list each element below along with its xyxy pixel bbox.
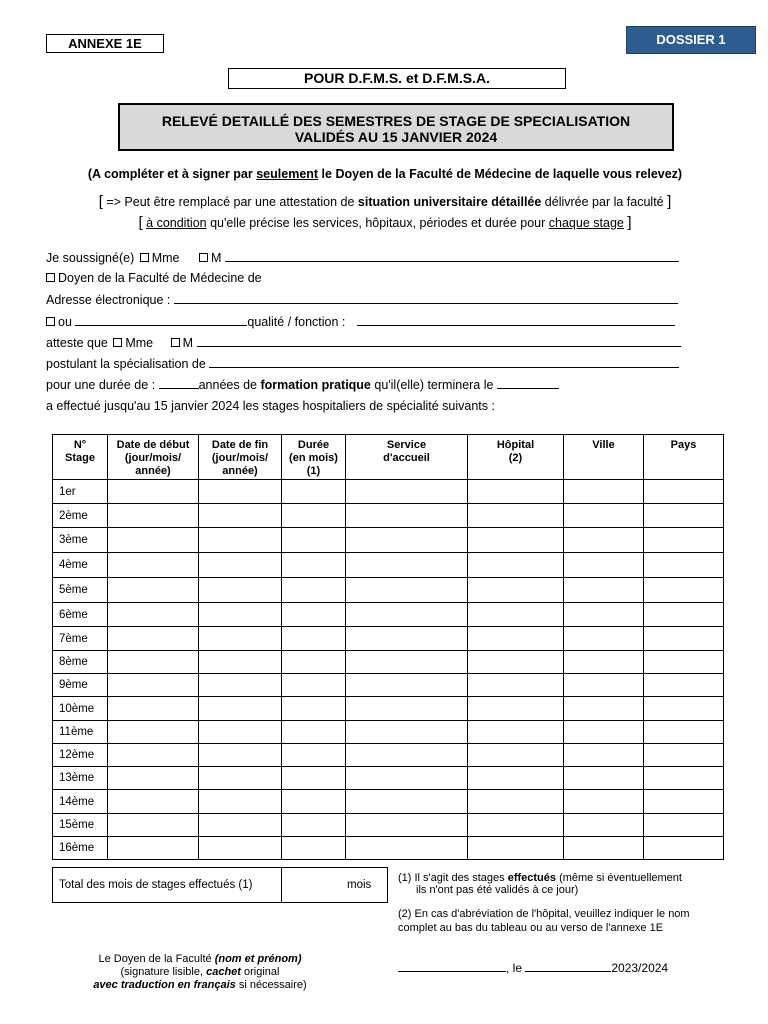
stage-cell[interactable] — [564, 814, 644, 837]
stage-cell[interactable] — [108, 651, 199, 674]
stage-cell[interactable] — [282, 814, 346, 837]
stage-cell[interactable] — [108, 767, 199, 790]
note1-post: le Doyen de la Faculté de Médecine de laquelle vous relevez) — [318, 167, 683, 181]
annexe-label: ANNEXE 1E — [46, 34, 164, 53]
stage-cell[interactable] — [468, 814, 564, 837]
email-field[interactable] — [174, 292, 678, 304]
stage-cell[interactable] — [199, 744, 282, 767]
stage-cell[interactable] — [644, 767, 724, 790]
table-row — [53, 504, 724, 528]
stage-number: 13ème — [53, 767, 108, 790]
stage-cell[interactable] — [346, 721, 468, 744]
stage-cell[interactable] — [346, 603, 468, 627]
table-header-row — [53, 435, 724, 480]
replacement-note — [40, 193, 730, 210]
bracket-open: [ — [138, 214, 143, 231]
stage-cell[interactable] — [564, 721, 644, 744]
checkbox-atteste-mme[interactable] — [113, 338, 122, 347]
stage-cell[interactable] — [282, 721, 346, 744]
end-date-field[interactable] — [497, 377, 559, 389]
table-row — [53, 627, 724, 651]
stage-number: 14ème — [53, 790, 108, 814]
checkbox-doyen[interactable] — [46, 273, 55, 282]
stage-cell[interactable] — [564, 627, 644, 651]
stage-cell[interactable] — [346, 814, 468, 837]
stage-cell[interactable] — [468, 790, 564, 814]
stage-cell[interactable] — [108, 744, 199, 767]
stage-number: 7ème — [53, 627, 108, 651]
stage-cell[interactable] — [346, 578, 468, 603]
table-row — [53, 528, 724, 553]
stage-number: 9ème — [53, 674, 108, 697]
total-unit: mois — [347, 879, 372, 891]
title-line-2: VALIDÉS AU 15 JANVIER 2024 — [294, 129, 498, 145]
annees-field[interactable] — [159, 377, 199, 389]
stage-cell[interactable] — [199, 674, 282, 697]
stage-cell[interactable] — [564, 528, 644, 553]
stage-cell[interactable] — [282, 837, 346, 860]
label-mme: Mme — [151, 251, 180, 265]
stage-cell[interactable] — [644, 504, 724, 528]
table-row — [53, 767, 724, 790]
table-row — [53, 578, 724, 603]
stage-cell[interactable] — [644, 721, 724, 744]
stage-cell[interactable] — [644, 697, 724, 721]
label-duree: pour une durée de : — [46, 378, 156, 392]
stage-cell[interactable] — [346, 528, 468, 553]
footnote-1-bold: effectués — [507, 872, 557, 884]
table-row — [53, 721, 724, 744]
stage-cell[interactable] — [468, 697, 564, 721]
form-line-qualite — [46, 314, 675, 329]
stage-cell[interactable] — [564, 480, 644, 504]
label-mme: Mme — [125, 336, 154, 350]
label-atteste: atteste que — [46, 336, 108, 350]
sig-cachet: cachet — [206, 966, 241, 978]
label-email: Adresse électronique : — [46, 293, 171, 307]
stage-cell[interactable] — [564, 697, 644, 721]
stage-cell[interactable] — [564, 767, 644, 790]
stage-cell[interactable] — [108, 697, 199, 721]
specialisation-field[interactable] — [209, 356, 679, 368]
col-header: Ville — [564, 435, 644, 480]
stage-cell[interactable] — [468, 721, 564, 744]
stage-cell[interactable] — [644, 744, 724, 767]
note1-pre: (A compléter et à signer par — [87, 167, 257, 181]
stage-cell[interactable] — [564, 603, 644, 627]
date-le: , le — [506, 961, 523, 975]
stage-cell[interactable] — [199, 480, 282, 504]
sig-line3-post: si nécessaire) — [235, 979, 307, 991]
stage-cell[interactable] — [564, 504, 644, 528]
stage-number: 4ème — [53, 553, 108, 578]
stage-cell[interactable] — [644, 603, 724, 627]
condition-note — [40, 214, 730, 231]
stage-cell[interactable] — [564, 651, 644, 674]
table-row — [53, 814, 724, 837]
checkbox-ou[interactable] — [46, 317, 55, 326]
form-line-effectue: a effectué jusqu'au 15 janvier 2024 les stages hospitaliers de spécialité suivants : — [46, 399, 495, 413]
stage-cell[interactable] — [564, 578, 644, 603]
stage-cell[interactable] — [644, 790, 724, 814]
document-title — [118, 103, 674, 151]
stage-cell[interactable] — [199, 721, 282, 744]
checkbox-m[interactable] — [199, 253, 208, 262]
stage-cell[interactable] — [468, 767, 564, 790]
stage-cell[interactable] — [199, 553, 282, 578]
stage-cell[interactable] — [644, 627, 724, 651]
note2-pre: => Peut être remplacé par une attestation de — [102, 195, 358, 209]
stage-number: 12ème — [53, 744, 108, 767]
col-header: Pays — [644, 435, 724, 480]
stage-cell[interactable] — [346, 504, 468, 528]
stage-cell[interactable] — [108, 528, 199, 553]
col-header: Date de fin (jour/mois/ année) — [199, 435, 282, 480]
note3-underline-1: à condition — [146, 216, 207, 230]
label-formation-pratique: formation pratique — [260, 378, 371, 392]
col-header: N° Stage — [53, 435, 108, 480]
stage-cell[interactable] — [282, 651, 346, 674]
footnote-2-line1: (2) En cas d'abréviation de l'hôpital, veuillez indiquer le nom — [398, 908, 690, 920]
place-field[interactable] — [398, 960, 506, 972]
stage-cell[interactable] — [108, 814, 199, 837]
note3-underline-2: chaque stage — [548, 216, 624, 230]
stage-cell[interactable] — [282, 744, 346, 767]
stage-cell[interactable] — [346, 790, 468, 814]
stage-cell[interactable] — [564, 674, 644, 697]
sig-nom-prenom: (nom et prénom) — [214, 953, 302, 965]
table-row — [53, 480, 724, 504]
pour-banner: POUR D.F.M.S. et D.F.M.S.A. — [228, 68, 566, 89]
stage-cell[interactable] — [564, 790, 644, 814]
form-line-doyen — [46, 271, 262, 285]
stage-cell[interactable] — [199, 790, 282, 814]
stage-cell[interactable] — [282, 697, 346, 721]
stage-cell[interactable] — [346, 744, 468, 767]
stage-cell[interactable] — [199, 528, 282, 553]
table-row — [53, 553, 724, 578]
stage-cell[interactable] — [644, 674, 724, 697]
label-annees: années de — [198, 378, 261, 392]
stage-cell[interactable] — [564, 744, 644, 767]
stage-cell[interactable] — [468, 603, 564, 627]
label-terminera: qu'il(elle) terminera le — [370, 378, 494, 392]
stage-number: 11ème — [53, 721, 108, 744]
stage-cell[interactable] — [199, 697, 282, 721]
stage-cell[interactable] — [108, 790, 199, 814]
date-year: 2023/2024 — [611, 961, 669, 975]
stage-number: 6ème — [53, 603, 108, 627]
stage-cell[interactable] — [282, 603, 346, 627]
col-header: Date de début (jour/mois/ année) — [108, 435, 199, 480]
stage-cell[interactable] — [199, 578, 282, 603]
stage-cell[interactable] — [564, 553, 644, 578]
stage-number: 16ème — [53, 837, 108, 860]
checkbox-atteste-m[interactable] — [171, 338, 180, 347]
stage-cell[interactable] — [108, 553, 199, 578]
col-header: Durée (en mois) (1) — [282, 435, 346, 480]
candidate-name-field[interactable] — [197, 335, 681, 347]
stage-cell[interactable] — [282, 504, 346, 528]
stage-number: 2ème — [53, 504, 108, 528]
stage-cell[interactable] — [199, 837, 282, 860]
stage-cell[interactable] — [282, 674, 346, 697]
stage-cell[interactable] — [282, 790, 346, 814]
stage-cell[interactable] — [108, 674, 199, 697]
stage-cell[interactable] — [346, 674, 468, 697]
stage-cell[interactable] — [644, 480, 724, 504]
stages-table — [52, 434, 724, 860]
stage-number: 1er — [53, 480, 108, 504]
stage-cell[interactable] — [108, 837, 199, 860]
stage-cell[interactable] — [282, 528, 346, 553]
label-m: M — [211, 251, 222, 265]
ou-field[interactable] — [75, 314, 247, 326]
sig-traduction: avec traduction en français — [93, 979, 236, 991]
stage-cell[interactable] — [468, 528, 564, 553]
label-soussigne: Je soussigné(e) — [46, 251, 135, 265]
stage-cell[interactable] — [199, 651, 282, 674]
sig-line2-post: original — [240, 966, 280, 978]
stage-cell[interactable] — [346, 480, 468, 504]
stage-cell[interactable] — [644, 578, 724, 603]
stage-cell[interactable] — [468, 674, 564, 697]
table-row — [53, 744, 724, 767]
label-specialisation: postulant la spécialisation de — [46, 357, 206, 371]
stage-cell[interactable] — [346, 767, 468, 790]
table-row — [53, 603, 724, 627]
label-ou: ou — [58, 315, 72, 329]
total-label: Total des mois de stages effectués (1) — [59, 879, 253, 891]
qualite-field[interactable] — [357, 314, 675, 326]
stage-number: 10ème — [53, 697, 108, 721]
sig-pre: Le Doyen de la Faculté — [98, 953, 215, 965]
total-row — [52, 867, 388, 903]
stage-number: 5ème — [53, 578, 108, 603]
bracket-open: [ — [98, 193, 103, 210]
bracket-close: ] — [667, 193, 672, 210]
form-line-soussigne — [46, 250, 679, 265]
note2-post: délivrée par la faculté — [541, 195, 668, 209]
col-header: Hôpital (2) — [468, 435, 564, 480]
title-line-1: RELEVÉ DETAILLÉ DES SEMESTRES DE STAGE DE SPECIALISATION — [161, 113, 631, 129]
stage-cell[interactable] — [199, 504, 282, 528]
stage-cell[interactable] — [564, 837, 644, 860]
stage-cell[interactable] — [346, 651, 468, 674]
date-line — [398, 960, 668, 975]
footnote-2 — [398, 907, 690, 935]
table-row — [53, 790, 724, 814]
checkbox-mme[interactable] — [140, 253, 149, 262]
stage-cell[interactable] — [108, 480, 199, 504]
stage-cell[interactable] — [468, 504, 564, 528]
stage-cell[interactable] — [346, 553, 468, 578]
stage-number: 8ème — [53, 651, 108, 674]
footnote-1-line2: ils n'ont pas été validés à ce jour) — [416, 884, 579, 896]
stage-cell[interactable] — [468, 651, 564, 674]
stage-cell[interactable] — [108, 603, 199, 627]
stage-cell[interactable] — [644, 528, 724, 553]
label-m: M — [182, 336, 194, 350]
stage-cell[interactable] — [468, 837, 564, 860]
stage-cell[interactable] — [644, 553, 724, 578]
stage-cell[interactable] — [199, 603, 282, 627]
col-header: Service d'accueil — [346, 435, 468, 480]
stage-cell[interactable] — [282, 767, 346, 790]
stage-cell[interactable] — [468, 578, 564, 603]
stage-cell[interactable] — [199, 627, 282, 651]
stage-cell[interactable] — [282, 553, 346, 578]
stage-number: 3ème — [53, 528, 108, 553]
note2-bold: situation universitaire détaillée — [357, 195, 542, 209]
stage-cell[interactable] — [468, 627, 564, 651]
table-row — [53, 674, 724, 697]
note3-mid: qu'elle précise les services, hôpitaux, périodes et durée pour — [206, 216, 549, 230]
stage-cell[interactable] — [468, 744, 564, 767]
sig-line2-pre: (signature lisible, — [120, 966, 207, 978]
name-field[interactable] — [225, 250, 679, 262]
stage-number: 15ème — [53, 814, 108, 837]
stage-cell[interactable] — [644, 651, 724, 674]
table-row — [53, 837, 724, 860]
form-line-duree — [46, 377, 559, 392]
footnote-2-line2: complet au bas du tableau ou au verso de l'annexe 1E — [398, 922, 664, 934]
instruction-note — [40, 167, 730, 181]
note1-underline: seulement — [256, 167, 319, 181]
total-divider — [281, 868, 282, 902]
stage-cell[interactable] — [108, 721, 199, 744]
form-line-specialisation — [46, 356, 679, 371]
stage-cell[interactable] — [644, 814, 724, 837]
bracket-close: ] — [627, 214, 632, 231]
table-row — [53, 651, 724, 674]
date-field[interactable] — [525, 960, 611, 972]
footnote-1-pre: (1) Il s'agit des stages — [398, 872, 508, 884]
stage-cell[interactable] — [346, 697, 468, 721]
footnote-1 — [398, 872, 682, 896]
footnote-1-post: (même si éventuellement — [556, 872, 682, 884]
label-doyen: Doyen de la Faculté de Médecine de — [58, 271, 262, 285]
stage-cell[interactable] — [108, 578, 199, 603]
stage-cell[interactable] — [346, 627, 468, 651]
stage-cell[interactable] — [108, 627, 199, 651]
label-qualite: qualité / fonction : — [247, 315, 346, 329]
stage-cell[interactable] — [468, 480, 564, 504]
stage-cell[interactable] — [199, 814, 282, 837]
stage-cell[interactable] — [282, 627, 346, 651]
signature-block — [70, 953, 330, 992]
dossier-badge: DOSSIER 1 — [626, 26, 756, 54]
stage-cell[interactable] — [282, 480, 346, 504]
stage-cell[interactable] — [282, 578, 346, 603]
form-line-email — [46, 292, 678, 307]
table-row — [53, 697, 724, 721]
form-line-atteste — [46, 335, 681, 350]
stage-cell[interactable] — [346, 837, 468, 860]
stage-cell[interactable] — [199, 767, 282, 790]
stage-cell[interactable] — [644, 837, 724, 860]
stage-cell[interactable] — [468, 553, 564, 578]
stage-cell[interactable] — [108, 504, 199, 528]
